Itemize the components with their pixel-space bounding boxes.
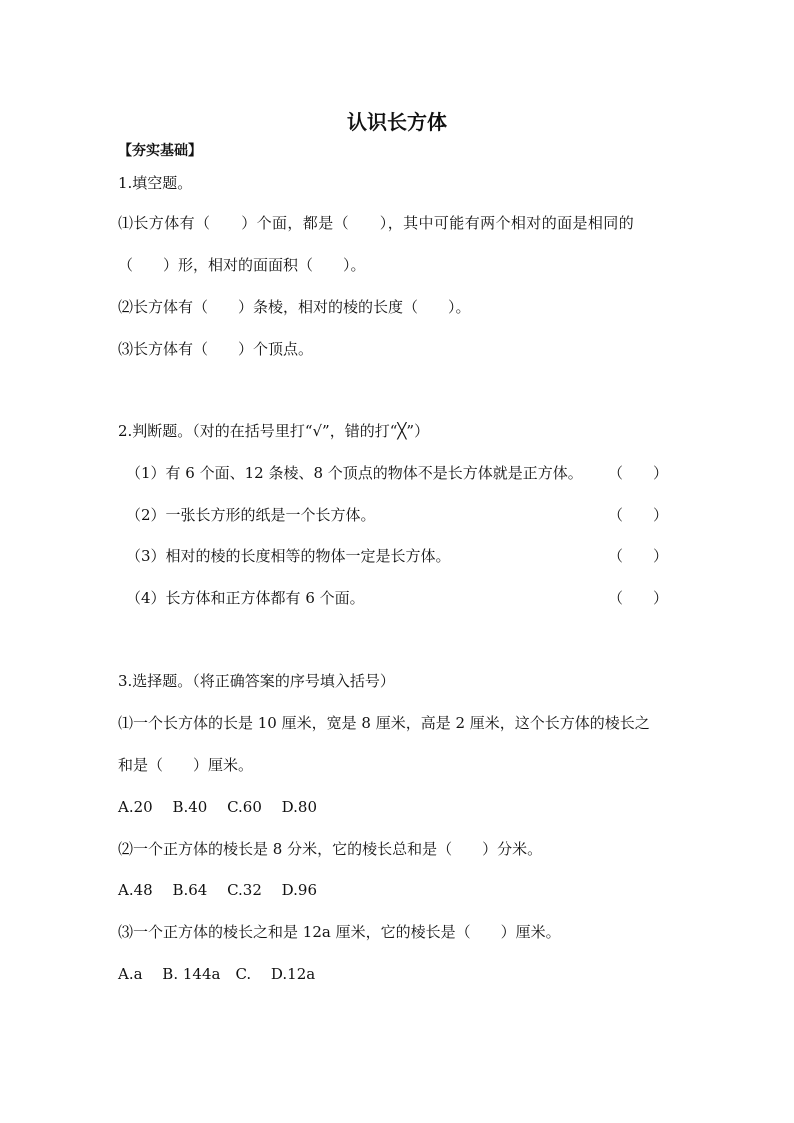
q2-item-3-answer[interactable]: （ ）	[608, 547, 669, 565]
q2-item-2-answer[interactable]: （ ）	[608, 506, 669, 524]
q2-item-2-text: （2）一张长方形的纸是一个长方体。	[126, 506, 376, 524]
q2-item-4-text: （4）长方体和正方体都有 6 个面。	[126, 589, 365, 607]
q1-line-2: （ ）形，相对的面面积（ ）。	[118, 256, 366, 274]
q3-line-3: ⑵一个正方体的棱长是 8 分米，它的棱长总和是（ ）分米。	[118, 840, 543, 858]
q2-item-1-text: （1）有 6 个面、12 条棱、8 个顶点的物体不是长方体就是正方体。	[126, 464, 583, 482]
section-heading: 【夯实基础】	[118, 143, 202, 159]
q1-line-4: ⑶长方体有（ ）个顶点。	[118, 340, 314, 358]
q2-heading: 2.判断题。（对的在括号里打“√”，错的打“╳”）	[118, 422, 430, 440]
q1-line-1: ⑴长方体有（ ）个面，都是（ ），其中可能有两个相对的面是相同的	[118, 214, 635, 232]
q2-item-1-answer[interactable]: （ ）	[608, 464, 669, 482]
q3-options-3: A.a B. 144a C. D.12a	[118, 965, 316, 983]
q3-options-1: A.20 B.40 C.60 D.80	[118, 798, 318, 816]
q2-item-3-text: （3）相对的棱的长度相等的物体一定是长方体。	[126, 547, 451, 565]
q2-item-4-answer[interactable]: （ ）	[608, 589, 669, 607]
page-title: 认识长方体	[347, 110, 447, 134]
q1-line-3: ⑵长方体有（ ）条棱，相对的棱的长度（ ）。	[118, 298, 471, 316]
q3-heading: 3.选择题。（将正确答案的序号填入括号）	[118, 672, 395, 690]
q3-line-2: 和是（ ）厘米。	[118, 756, 254, 774]
q3-options-2: A.48 B.64 C.32 D.96	[118, 881, 318, 899]
q3-line-1: ⑴一个长方体的长是 10 厘米，宽是 8 厘米，高是 2 厘米，这个长方体的棱长之	[118, 714, 650, 732]
q3-line-4: ⑶一个正方体的棱长之和是 12a 厘米，它的棱长是（ ）厘米。	[118, 923, 561, 941]
q1-heading: 1.填空题。	[118, 174, 193, 192]
